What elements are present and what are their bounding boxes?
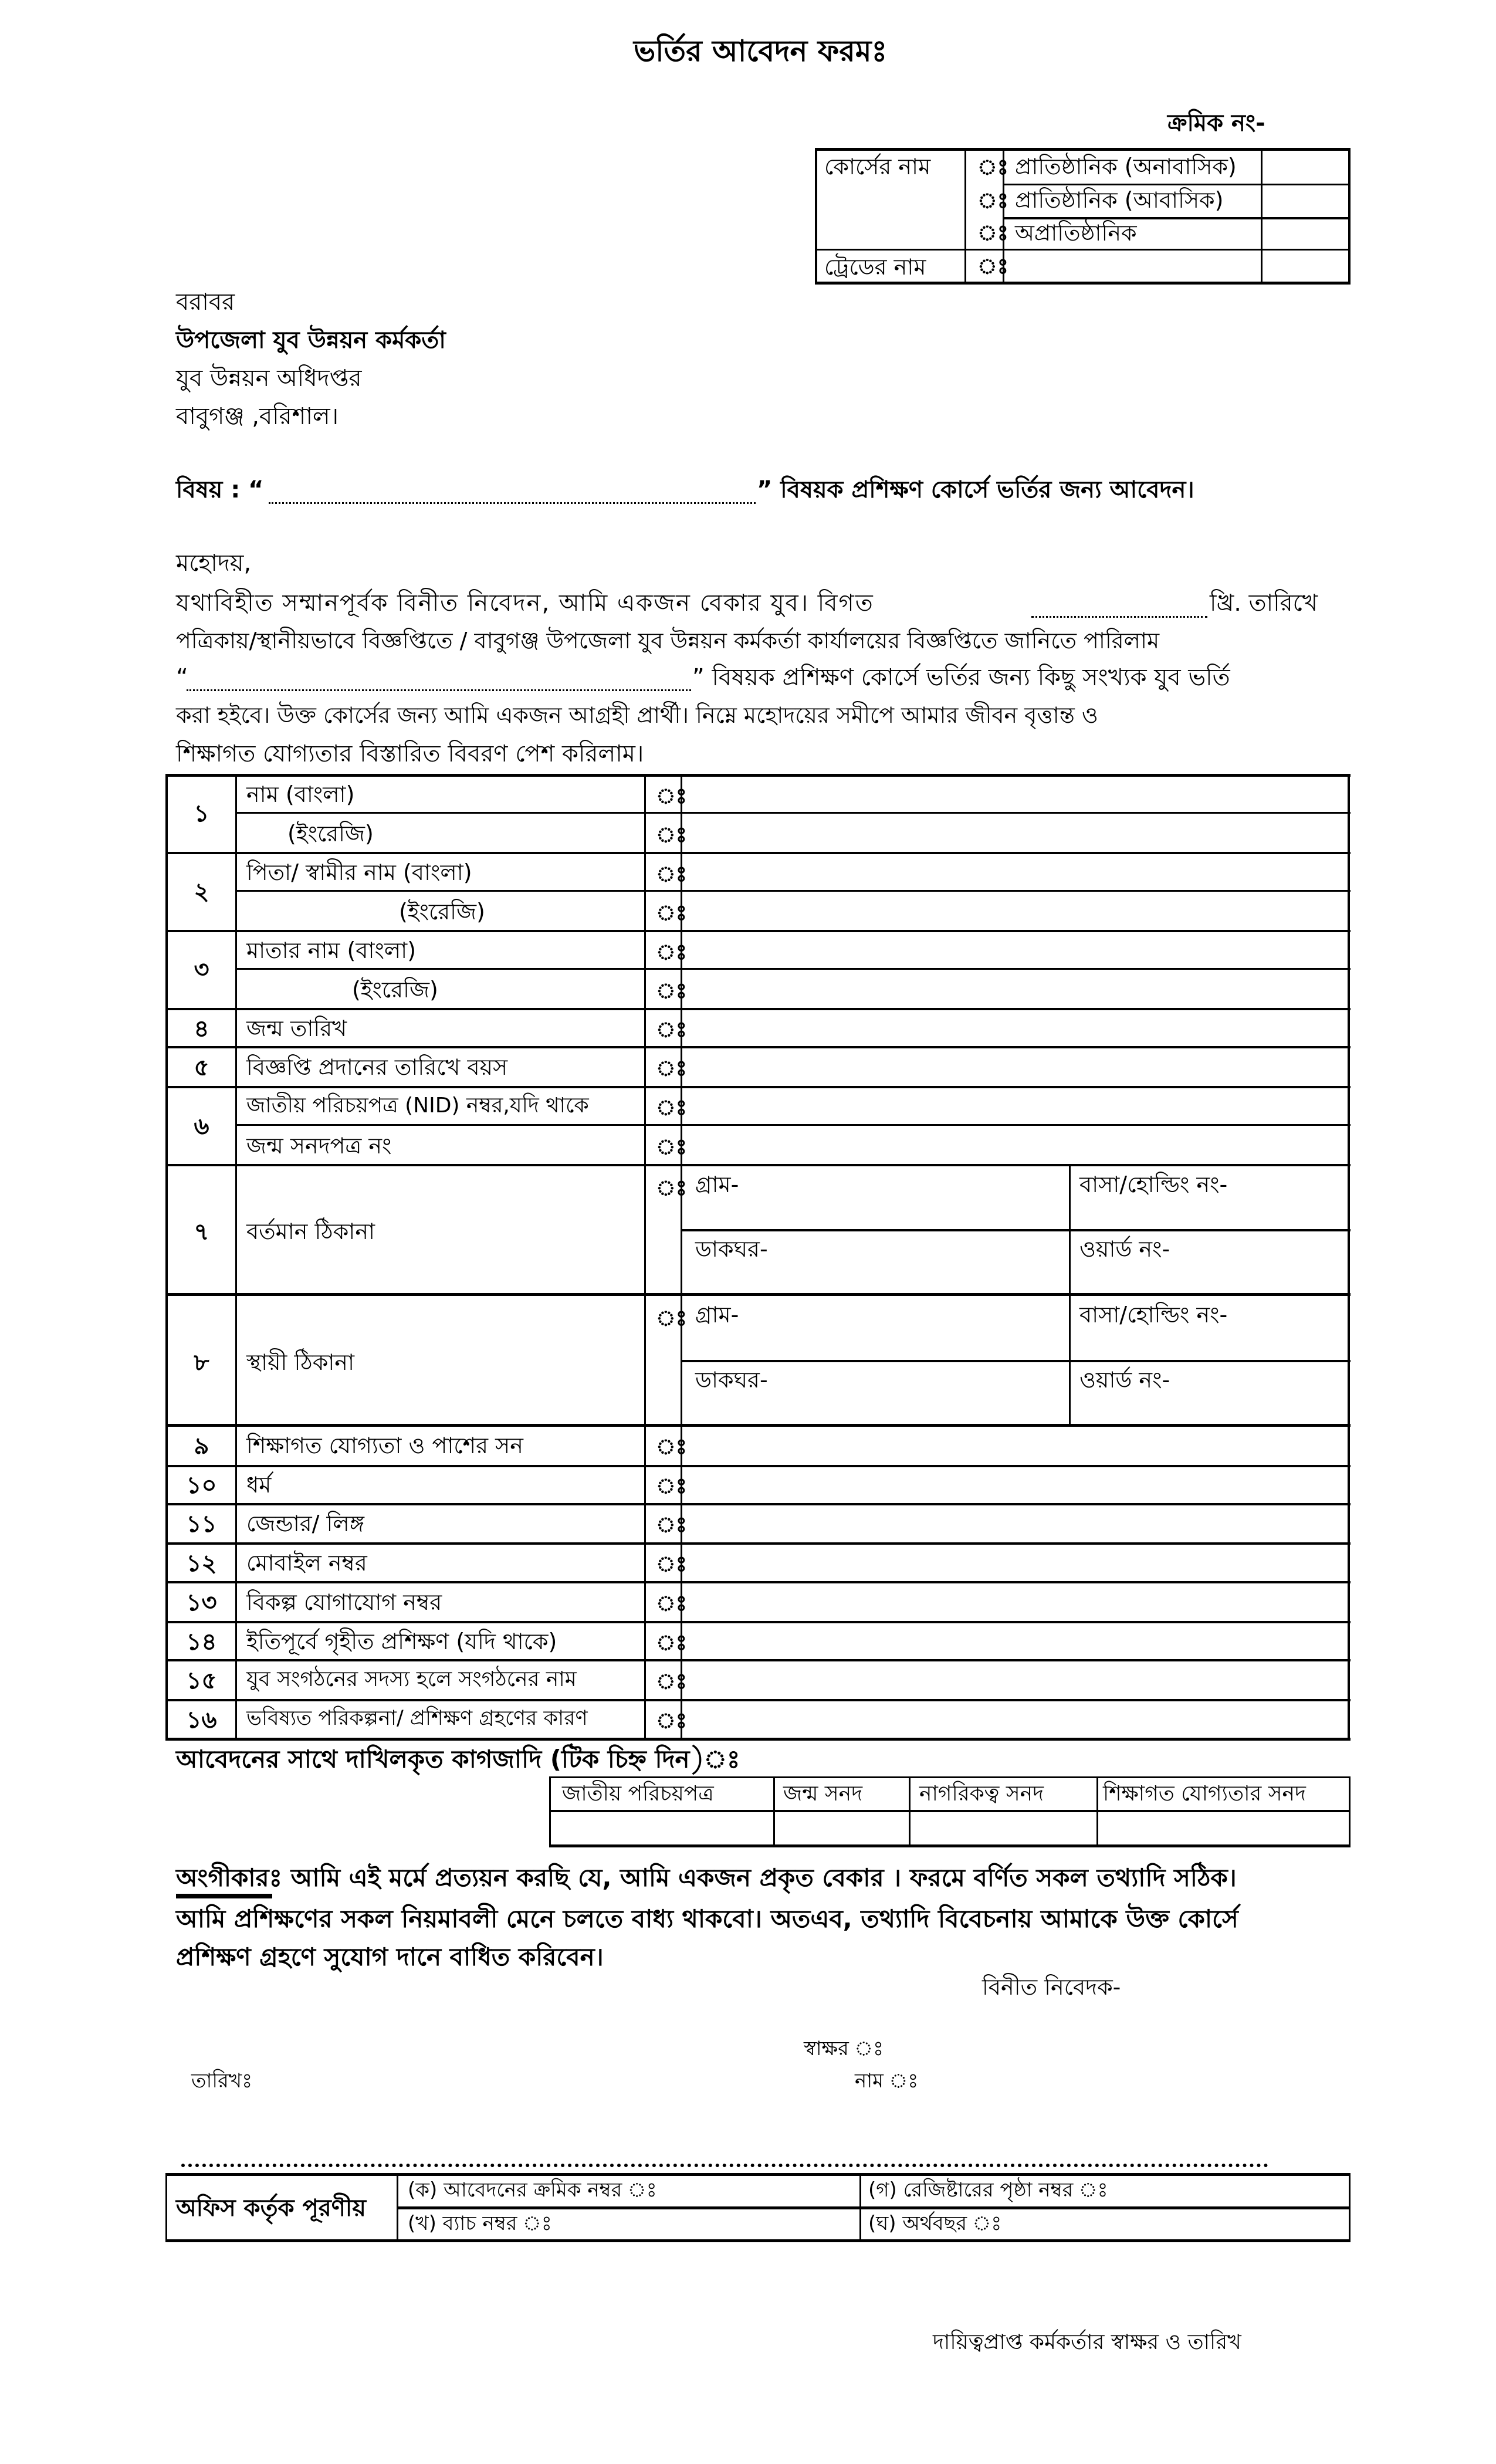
present-address-label: বর্তমান ঠিকানা bbox=[246, 1219, 375, 1244]
colon: ঃ bbox=[656, 862, 687, 886]
office-batch-input[interactable] bbox=[563, 2209, 857, 2239]
row-number: ১৫ bbox=[186, 1667, 217, 1694]
gender-label: জেন্ডার/ লিঙ্গ bbox=[246, 1511, 364, 1536]
name-english-input[interactable] bbox=[683, 814, 1348, 852]
row-number: ১০ bbox=[186, 1472, 217, 1499]
office-batch-label: (খ) ব্যাচ নম্বর ঃ bbox=[408, 2212, 552, 2235]
birth-certificate-input[interactable] bbox=[683, 1126, 1348, 1164]
address-line: বরাবর bbox=[176, 289, 235, 316]
office-serial-label: (ক) আবেদনের ক্রমিক নম্বর ঃ bbox=[408, 2178, 657, 2202]
body-line-3: ” বিষয়ক প্রশিক্ষণ কোর্সে ভর্তির জন্য কিছু সংখ্যক যুব ভর্তি bbox=[692, 664, 1230, 691]
signature-input[interactable] bbox=[915, 2033, 1267, 2062]
doc-birth-cert-label: জন্ম সনদ bbox=[783, 1782, 863, 1806]
youth-org-label: যুব সংগঠনের সদস্য হলে সংগঠনের নাম bbox=[246, 1667, 577, 1691]
colon: ঃ bbox=[656, 901, 687, 925]
colon: ঃ bbox=[656, 1474, 687, 1498]
future-plan-input[interactable] bbox=[683, 1701, 1348, 1738]
date-label: তারিখঃ bbox=[191, 2069, 253, 2093]
mobile-label: মোবাইল নম্বর bbox=[246, 1550, 367, 1576]
permanent-house-input[interactable] bbox=[1232, 1296, 1348, 1360]
birth-date-label: জন্ম তারিখ bbox=[246, 1016, 347, 1041]
mother-name-english-input[interactable] bbox=[683, 970, 1348, 1008]
colon: ঃ bbox=[656, 784, 687, 808]
colon: ঃ bbox=[977, 155, 1008, 180]
colon: ঃ bbox=[656, 1176, 687, 1200]
row-number: ১৬ bbox=[186, 1707, 217, 1734]
row-number: ১২ bbox=[186, 1550, 217, 1577]
present-village-label: গ্রাম- bbox=[695, 1172, 739, 1197]
age-input[interactable] bbox=[683, 1048, 1348, 1086]
body-line-4: করা হইবে। উক্ত কোর্সের জন্য আমি একজন আগ্রহী প্রার্থী। নিম্নে মহোদয়ের সমীপে আমার জীবন বৃত্তান্ত ও bbox=[176, 702, 1098, 728]
permanent-ward-label: ওয়ার্ড নং- bbox=[1079, 1367, 1170, 1393]
birth-certificate-label: জন্ম সনদপত্র নং bbox=[246, 1133, 392, 1159]
alt-contact-input[interactable] bbox=[683, 1583, 1348, 1621]
permanent-post-input[interactable] bbox=[786, 1362, 1068, 1424]
row-number: ৭ bbox=[194, 1219, 209, 1245]
row-number: ৪ bbox=[194, 1016, 209, 1043]
office-use-label: অফিস কর্তৃক পূরণীয় bbox=[176, 2195, 366, 2222]
doc-nid-label: জাতীয় পরিচয়পত্র bbox=[562, 1782, 714, 1806]
applicant-name-input[interactable] bbox=[915, 2065, 1267, 2094]
permanent-village-input[interactable] bbox=[763, 1296, 1068, 1360]
colon: ঃ bbox=[656, 1307, 687, 1331]
trade-name-input[interactable] bbox=[1004, 251, 1261, 282]
row-number: ৬ bbox=[194, 1113, 209, 1140]
cut-line-divider bbox=[181, 2164, 1268, 2167]
declaration-label: অংগীকারঃ bbox=[176, 1863, 283, 1892]
closing-text: বিনীত নিবেদক- bbox=[982, 1974, 1121, 2000]
office-serial-input[interactable] bbox=[681, 2176, 857, 2206]
education-label: শিক্ষাগত যোগ্যতা ও পাশের সন bbox=[246, 1433, 523, 1458]
colon: ঃ bbox=[656, 1435, 687, 1459]
course-option-non-institutional: অপ্রাতিষ্ঠানিক bbox=[1015, 220, 1137, 246]
mother-name-bangla-label: মাতার নাম (বাংলা) bbox=[246, 937, 417, 963]
name-english-label: (ইংরেজি) bbox=[287, 821, 374, 847]
trade-extra-input[interactable] bbox=[1263, 251, 1348, 282]
date-input[interactable] bbox=[264, 2065, 616, 2094]
colon: ঃ bbox=[656, 979, 687, 1003]
future-plan-label: ভবিষ্যত পরিকল্পনা/ প্রশিক্ষণ গ্রহণের কারণ bbox=[246, 1707, 588, 1730]
officer-signature-label: দায়িত্বপ্রাপ্ত কর্মকর্তার স্বাক্ষর ও তারিখ bbox=[933, 2330, 1241, 2354]
colon: ঃ bbox=[656, 1552, 687, 1576]
permanent-village-label: গ্রাম- bbox=[695, 1302, 739, 1328]
trade-name-label: ট্রেডের নাম bbox=[824, 254, 926, 280]
permanent-house-label: বাসা/হোল্ডিং নং- bbox=[1079, 1302, 1228, 1328]
present-post-input[interactable] bbox=[786, 1231, 1068, 1293]
father-name-english-input[interactable] bbox=[683, 892, 1348, 930]
father-name-english-label: (ইংরেজি) bbox=[399, 899, 485, 925]
declaration-line-1: আমি এই মর্মে প্রত্যয়ন করছি যে, আমি একজন প্রকৃত বেকার । ফরমে বর্ণিত সকল তথ্যাদি সঠিক। bbox=[282, 1863, 1237, 1892]
previous-training-label: ইতিপূর্বে গৃহীত প্রশিক্ষণ (যদি থাকে) bbox=[246, 1629, 557, 1654]
course-option-non-residential: প্রাতিষ্ঠানিক (অনাবাসিক) bbox=[1015, 154, 1237, 180]
body-line-3-open: “ bbox=[176, 664, 188, 691]
birth-date-input[interactable] bbox=[683, 1010, 1348, 1046]
present-house-input[interactable] bbox=[1232, 1166, 1348, 1229]
row-number: ৮ bbox=[194, 1349, 209, 1376]
row-number: ৯ bbox=[194, 1433, 209, 1460]
religion-label: ধর্ম bbox=[246, 1472, 272, 1498]
body-line-1: যথাবিহীত সম্মানপূর্বক বিনীত নিবেদন, আমি একজন বেকার যুব। বিগত bbox=[176, 590, 874, 617]
course-option-residential-input[interactable] bbox=[1263, 185, 1348, 217]
signature-label: স্বাক্ষর ঃ bbox=[804, 2037, 884, 2060]
youth-org-input[interactable] bbox=[683, 1661, 1348, 1699]
gender-input[interactable] bbox=[683, 1505, 1348, 1542]
present-village-input[interactable] bbox=[763, 1166, 1068, 1229]
mobile-input[interactable] bbox=[683, 1545, 1348, 1581]
present-house-label: বাসা/হোল্ডিং নং- bbox=[1079, 1172, 1228, 1197]
colon: ঃ bbox=[977, 221, 1008, 245]
declaration-line-2: আমি প্রশিক্ষণের সকল নিয়মাবলী মেনে চলতে বাধ্য থাকবো। অতএব, তথ্যাদি বিবেচনায় আমাকে উক্ত কোর্সে bbox=[176, 1904, 1238, 1933]
course-option-residential: প্রাতিষ্ঠানিক (আবাসিক) bbox=[1015, 187, 1224, 213]
subject-suffix: ” বিষয়ক প্রশিক্ষণ কোর্সে ভর্তির জন্য আবেদন। bbox=[757, 476, 1194, 503]
office-register-page-label: (গ) রেজিষ্টারের পৃষ্ঠা নম্বর ঃ bbox=[868, 2178, 1108, 2202]
colon: ঃ bbox=[656, 1709, 687, 1733]
body-line-2: পত্রিকায়/স্থানীয়ভাবে বিজ্ঞপ্তিতে / বাবুগঞ্জ উপজেলা যুব উন্নয়ন কর্মকর্তা কার্যালয়ের বিজ্ঞপ্তিতে জানিতে পারিলাম bbox=[176, 628, 1160, 654]
permanent-address-label: স্থায়ী ঠিকানা bbox=[246, 1349, 354, 1375]
permanent-ward-input[interactable] bbox=[1191, 1362, 1348, 1424]
row-number: ১৩ bbox=[186, 1589, 217, 1616]
mother-name-english-label: (ইংরেজি) bbox=[352, 977, 438, 1003]
previous-training-input[interactable] bbox=[683, 1623, 1348, 1659]
row-number: ৩ bbox=[194, 956, 209, 983]
name-bangla-input[interactable] bbox=[683, 777, 1348, 812]
office-fiscal-year-label: (ঘ) অর্থবছর ঃ bbox=[868, 2212, 1002, 2235]
notice-date-input[interactable] bbox=[1031, 616, 1207, 618]
doc-citizenship-checkbox[interactable] bbox=[911, 1812, 1096, 1844]
body-line-1-end: খ্রি. তারিখে bbox=[1210, 590, 1318, 617]
row-number: ১১ bbox=[186, 1511, 217, 1538]
colon: ঃ bbox=[977, 255, 1008, 279]
course-option-non-residential-input[interactable] bbox=[1263, 151, 1348, 184]
body-line-5: শিক্ষাগত যোগ্যতার বিস্তারিত বিবরণ পেশ করিলাম। bbox=[176, 740, 644, 767]
row-number: ২ bbox=[194, 878, 209, 905]
doc-birth-cert-checkbox[interactable] bbox=[775, 1812, 909, 1844]
doc-education-label: শিক্ষাগত যোগ্যতার সনদ bbox=[1103, 1782, 1306, 1806]
colon: ঃ bbox=[656, 1592, 687, 1616]
address-line: উপজেলা যুব উন্নয়ন কর্মকর্তা bbox=[176, 327, 446, 354]
present-ward-input[interactable] bbox=[1191, 1231, 1348, 1293]
office-fiscal-year-input[interactable] bbox=[1033, 2209, 1347, 2239]
nid-label: জাতীয় পরিচয়পত্র (NID) নম্বর,যদি থাকে bbox=[246, 1094, 589, 1118]
serial-number-label: ক্রমিক নং- bbox=[1167, 110, 1265, 137]
row-number: ৫ bbox=[194, 1054, 209, 1081]
colon: ঃ bbox=[656, 823, 687, 847]
present-ward-label: ওয়ার্ড নং- bbox=[1079, 1236, 1170, 1262]
religion-input[interactable] bbox=[683, 1467, 1348, 1503]
colon: ঃ bbox=[656, 1018, 687, 1042]
office-register-page-input[interactable] bbox=[1167, 2176, 1347, 2206]
course-option-non-institutional-input[interactable] bbox=[1263, 219, 1348, 249]
colon: ঃ bbox=[656, 1513, 687, 1537]
nid-input[interactable] bbox=[683, 1088, 1348, 1124]
mother-name-bangla-input[interactable] bbox=[683, 932, 1348, 968]
father-name-bangla-input[interactable] bbox=[683, 854, 1348, 890]
address-line: বাবুগঞ্জ ,বরিশাল। bbox=[176, 403, 339, 430]
colon: ঃ bbox=[656, 1135, 687, 1159]
subject-prefix: বিষয় : “ bbox=[176, 476, 264, 503]
declaration-line-3: প্রশিক্ষণ গ্রহণে সুযোগ দানে বাধিত করিবেন। bbox=[176, 1942, 604, 1971]
row-number: ১ bbox=[194, 800, 209, 827]
permanent-post-label: ডাকঘর- bbox=[695, 1367, 768, 1393]
colon: ঃ bbox=[656, 1670, 687, 1694]
doc-citizenship-label: নাগরিকত্ব সনদ bbox=[919, 1782, 1044, 1806]
course-name-label: কোর্সের নাম bbox=[824, 154, 931, 180]
name-bangla-label: নাম (বাংলা) bbox=[246, 781, 355, 807]
salutation: মহোদয়, bbox=[176, 550, 252, 577]
colon: ঃ bbox=[656, 1631, 687, 1655]
row-number: ১৪ bbox=[186, 1629, 217, 1656]
colon: ঃ bbox=[656, 1057, 687, 1081]
present-post-label: ডাকঘর- bbox=[695, 1236, 768, 1262]
colon: ঃ bbox=[656, 1096, 687, 1120]
applicant-name-label: নাম ঃ bbox=[855, 2069, 919, 2093]
body-course-input[interactable] bbox=[187, 689, 691, 691]
declaration-underline bbox=[176, 1894, 272, 1898]
form-title: ভর্তির আবেদন ফরমঃ bbox=[634, 34, 888, 68]
alt-contact-label: বিকল্প যোগাযোগ নম্বর bbox=[246, 1589, 442, 1615]
age-label: বিজ্ঞপ্তি প্রদানের তারিখে বয়স bbox=[246, 1054, 508, 1080]
doc-education-checkbox[interactable] bbox=[1098, 1812, 1349, 1844]
address-line: যুব উন্নয়ন অধিদপ্তর bbox=[176, 365, 362, 392]
colon: ঃ bbox=[656, 940, 687, 964]
colon: ঃ bbox=[977, 189, 1008, 213]
subject-course-input[interactable] bbox=[269, 502, 756, 504]
doc-nid-checkbox[interactable] bbox=[551, 1812, 773, 1844]
education-input[interactable] bbox=[683, 1427, 1348, 1465]
documents-heading: আবেদনের সাথে দাখিলকৃত কাগজাদি (টিক চিহ্ন দিন)ঃ bbox=[176, 1745, 740, 1773]
father-name-bangla-label: পিতা/ স্বামীর নাম (বাংলা) bbox=[246, 859, 472, 885]
